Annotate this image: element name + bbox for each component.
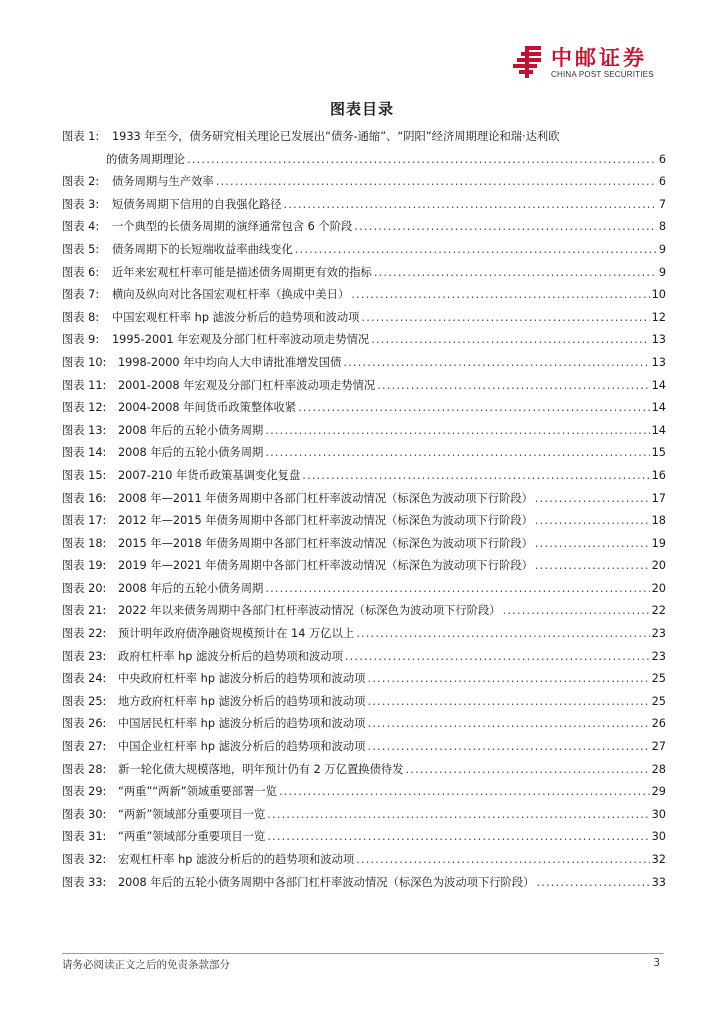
toc-entry-title: 2019 年—2021 年债务周期中各部门杠杆率波动情况（标深色为波动项下行阶段）	[118, 559, 533, 573]
toc-entry[interactable]	[62, 379, 666, 402]
toc-entry-page: 15	[651, 446, 666, 460]
toc-leader-dots	[265, 446, 649, 459]
toc-leader-dots	[367, 695, 649, 708]
toc-entry-title: 2008 年后的五轮小债务周期	[118, 446, 264, 460]
china-post-emblem-icon	[511, 44, 547, 80]
toc-entry-page: 17	[651, 491, 666, 505]
toc-entry-title: 2001-2008 年宏观及分部门杠杆率波动项走势情况	[118, 378, 376, 392]
toc-entry[interactable]	[62, 853, 666, 876]
toc-entry[interactable]	[62, 627, 666, 650]
toc-entry-title: 中国企业杠杆率 hp 滤波分析后的趋势项和波动项	[118, 740, 366, 754]
toc-entry-title: 新一轮化债大规模落地，明年预计仍有 2 万亿置换债待发	[118, 762, 404, 776]
toc-leader-dots	[354, 220, 657, 233]
toc-entry[interactable]	[62, 582, 666, 605]
toc-leader-dots	[267, 808, 649, 821]
logo-chinese-text: 中邮证券	[551, 46, 647, 70]
toc-entry-title: 短债务周期下信用的自我强化路径	[112, 197, 282, 211]
toc-entry[interactable]	[62, 537, 666, 560]
toc-entry[interactable]	[62, 469, 666, 492]
toc-entry[interactable]	[62, 559, 666, 582]
toc-entry-label: 图表 27:	[62, 740, 107, 754]
toc-entry-page: 9	[658, 242, 666, 256]
toc-entry-title: 政府杠杆率 hp 滤波分析后的趋势项和波动项	[118, 649, 343, 663]
toc-entry-label: 图表 7:	[62, 288, 100, 302]
toc-entry-label: 图表 13:	[62, 423, 107, 437]
toc-entry-label: 图表 1:	[62, 130, 100, 143]
toc-entry[interactable]	[62, 808, 666, 831]
toc-entry-title-continued: 的债务周期理论	[106, 152, 186, 166]
toc-entry-label: 图表 22:	[62, 627, 107, 641]
footer-page-number: 3	[653, 957, 660, 969]
toc-entry-title: 中央政府杠杆率 hp 滤波分析后的趋势项和波动项	[118, 672, 366, 686]
toc-entry-label: 图表 12:	[62, 401, 107, 415]
toc-leader-dots	[187, 153, 657, 166]
toc-entry[interactable]	[62, 785, 666, 808]
toc-entry[interactable]	[62, 604, 666, 627]
footer-divider	[62, 953, 664, 954]
toc-entry-page: 23	[651, 627, 666, 641]
toc-entry-page: 20	[651, 559, 666, 573]
toc-leader-dots	[265, 424, 649, 437]
toc-entry-title: “两重”“两新”领域重要部署一览	[118, 785, 277, 799]
toc-entry[interactable]	[62, 220, 666, 243]
toc-entry[interactable]	[62, 401, 666, 424]
toc-leader-dots	[406, 763, 650, 776]
toc-leader-dots	[343, 356, 649, 369]
toc-entry-page: 14	[651, 378, 666, 392]
toc-entry-label: 图表 15:	[62, 468, 107, 482]
toc-entry-title: 宏观杠杆率 hp 滤波分析后的的趋势项和波动项	[118, 853, 355, 866]
toc-entry-page: 7	[658, 197, 666, 211]
toc-entry-title: 近年来宏观杠杆率可能是描述债务周期更有效的指标	[112, 265, 372, 279]
toc-entry-page: 14	[651, 423, 666, 437]
toc-entry-page: 22	[651, 604, 666, 618]
toc-entry-label: 图表 24:	[62, 672, 107, 686]
toc-entry-page: 8	[658, 220, 666, 234]
toc-entry-page: 30	[651, 807, 666, 821]
toc-entry-page: 26	[651, 717, 666, 731]
toc-entry[interactable]	[62, 266, 666, 289]
toc-leader-dots	[535, 492, 650, 505]
toc-entry-title: “两新”领域部分重要项目一览	[118, 807, 266, 821]
toc-entry-title: 2008 年后的五轮小债务周期	[118, 423, 264, 437]
toc-entry[interactable]	[62, 717, 666, 740]
toc-entry[interactable]	[62, 695, 666, 718]
toc-entry-title: 2008 年—2011 年债务周期中各部门杠杆率波动情况（标深色为波动项下行阶段）	[118, 491, 533, 505]
toc-leader-dots	[535, 559, 650, 572]
toc-entry-label: 图表 19:	[62, 559, 107, 573]
toc-entry-label: 图表 33:	[62, 875, 107, 889]
toc-entry-title: 1933 年至今，债务研究相关理论已发展出“债务-通缩”、“阴阳”经济周期理论和瑞·达利欧	[112, 130, 560, 143]
toc-leader-dots	[356, 627, 649, 640]
toc-entry-page: 12	[651, 310, 666, 324]
toc-entry[interactable]	[62, 876, 666, 899]
toc-entry-title: 地方政府杠杆率 hp 滤波分析后的趋势项和波动项	[118, 694, 366, 708]
toc-leader-dots	[295, 243, 657, 256]
toc-leader-dots	[377, 379, 649, 392]
toc-entry-title: 一个典型的长债务周期的演绎通常包含 6 个阶段	[112, 220, 353, 234]
logo-english-text: CHINA POST SECURITIES	[551, 70, 654, 79]
toc-entry-label: 图表 21:	[62, 604, 107, 618]
toc-entry[interactable]	[62, 650, 666, 673]
toc-entry-title: 2022 年以来债务周期中各部门杠杆率波动情况（标深色为波动项下行阶段）	[118, 604, 501, 618]
toc-entry-label: 图表 18:	[62, 536, 107, 550]
toc-entry-title: 债务周期与生产效率	[112, 175, 214, 189]
toc-entry-title: 中国居民杠杆率 hp 滤波分析后的趋势项和波动项	[118, 717, 366, 731]
toc-entry[interactable]	[62, 175, 666, 198]
toc-entry-label: 图表 16:	[62, 491, 107, 505]
toc-entry-page: 28	[651, 762, 666, 776]
toc-entry[interactable]	[62, 243, 666, 266]
toc-entry[interactable]	[62, 492, 666, 515]
toc-leader-dots	[503, 604, 650, 617]
toc-entry-label: 图表 29:	[62, 785, 107, 799]
toc-leader-dots	[536, 876, 649, 889]
page-title: 图表目录	[329, 100, 394, 118]
toc-entry-page: 20	[651, 581, 666, 595]
toc-entry-label: 图表 2:	[62, 175, 100, 189]
toc-entry-page: 13	[651, 333, 666, 347]
toc-entry[interactable]	[62, 288, 666, 311]
toc-entry[interactable]	[62, 333, 666, 356]
toc-entry[interactable]	[62, 130, 666, 175]
toc-entry-page: 19	[651, 536, 666, 550]
toc-entry-title: “两重”领域部分重要项目一览	[118, 830, 266, 844]
toc-entry-label: 图表 10:	[62, 355, 107, 369]
toc-entry-title: 1998-2000 年中均向人大申请批准增发国债	[118, 355, 342, 369]
toc-entry-page: 10	[651, 288, 666, 302]
toc-entry-label: 图表 3:	[62, 197, 100, 211]
toc-entry-page: 25	[651, 694, 666, 708]
toc-entry-page: 14	[651, 401, 666, 415]
toc-entry-page: 30	[651, 830, 666, 844]
toc-entry-page: 6	[658, 175, 666, 189]
toc-entry-page: 6	[658, 152, 666, 166]
toc-entry[interactable]	[62, 830, 666, 853]
toc-entry-label: 图表 14:	[62, 446, 107, 460]
toc-entry-label: 图表 9:	[62, 333, 100, 347]
toc-leader-dots	[371, 333, 649, 346]
toc-leader-dots	[345, 650, 650, 663]
table-of-figures	[62, 130, 666, 898]
toc-entry[interactable]	[62, 311, 666, 334]
toc-entry[interactable]	[62, 356, 666, 379]
toc-leader-dots	[374, 266, 657, 279]
toc-entry-label: 图表 30:	[62, 807, 107, 821]
toc-entry-label: 图表 20:	[62, 581, 107, 595]
toc-entry-title: 债务周期下的长短端收益率曲线变化	[112, 242, 293, 256]
toc-leader-dots	[356, 853, 649, 866]
toc-entry-label: 图表 32:	[62, 853, 107, 866]
toc-entry-page: 23	[651, 649, 666, 663]
toc-entry-label: 图表 11:	[62, 378, 107, 392]
toc-entry-label: 图表 8:	[62, 310, 100, 324]
toc-entry-page: 9	[658, 265, 666, 279]
toc-leader-dots	[367, 740, 649, 753]
toc-leader-dots	[267, 830, 649, 843]
toc-leader-dots	[302, 469, 649, 482]
toc-entry-title: 2012 年—2015 年债务周期中各部门杠杆率波动情况（标深色为波动项下行阶段）	[118, 514, 533, 528]
toc-entry-title: 横向及纵向对比各国宏观杠杆率（换成中美日）	[112, 288, 350, 302]
toc-leader-dots	[279, 785, 650, 798]
toc-entry-label: 图表 25:	[62, 694, 107, 708]
toc-entry-label: 图表 28:	[62, 762, 107, 776]
toc-leader-dots	[535, 537, 650, 550]
toc-entry[interactable]	[62, 198, 666, 221]
toc-entry[interactable]	[62, 740, 666, 763]
toc-leader-dots	[283, 198, 656, 211]
toc-entry-page: 16	[651, 468, 666, 482]
brand-logo	[511, 44, 671, 82]
toc-entry[interactable]	[62, 446, 666, 469]
toc-entry[interactable]	[62, 672, 666, 695]
toc-entry-title: 2008 年后的五轮小债务周期中各部门杠杆率波动情况（标深色为波动项下行阶段）	[118, 875, 535, 889]
toc-entry-page: 29	[651, 785, 666, 799]
toc-entry-label: 图表 31:	[62, 830, 107, 844]
toc-entry-label: 图表 26:	[62, 717, 107, 731]
toc-leader-dots	[367, 717, 649, 730]
toc-leader-dots	[535, 514, 650, 527]
toc-entry[interactable]	[62, 514, 666, 537]
toc-leader-dots	[298, 401, 649, 414]
toc-entry-title: 2007-210 年货币政策基调变化复盘	[118, 468, 301, 482]
toc-entry[interactable]	[62, 763, 666, 786]
toc-entry-title: 预计明年政府债净融资规模预计在 14 万亿以上	[118, 627, 355, 641]
toc-entry-label: 图表 17:	[62, 514, 107, 528]
toc-entry-label: 图表 6:	[62, 265, 100, 279]
toc-leader-dots	[367, 672, 649, 685]
toc-entry-page: 27	[651, 740, 666, 754]
toc-entry-label: 图表 5:	[62, 242, 100, 256]
toc-leader-dots	[216, 175, 657, 188]
toc-entry-page: 25	[651, 672, 666, 686]
toc-entry-title: 2008 年后的五轮小债务周期	[118, 581, 264, 595]
toc-entry-label: 图表 23:	[62, 649, 107, 663]
toc-entry-page: 18	[651, 514, 666, 528]
toc-entry-page: 13	[651, 355, 666, 369]
toc-leader-dots	[361, 311, 649, 324]
footer-disclaimer: 请务必阅读正文之后的免责条款部分	[62, 959, 230, 971]
toc-entry-page: 32	[651, 853, 666, 866]
toc-entry-label: 图表 4:	[62, 220, 100, 234]
toc-leader-dots	[351, 288, 649, 301]
toc-entry-page: 33	[651, 875, 666, 889]
toc-entry-title: 中国宏观杠杆率 hp 滤波分析后的趋势项和波动项	[112, 310, 360, 324]
toc-entry[interactable]	[62, 424, 666, 447]
toc-entry-title: 2004-2008 年间货币政策整体收紧	[118, 401, 297, 415]
toc-entry-title: 1995-2001 年宏观及分部门杠杆率波动项走势情况	[112, 333, 370, 347]
toc-leader-dots	[265, 582, 649, 595]
toc-entry-title: 2015 年—2018 年债务周期中各部门杠杆率波动情况（标深色为波动项下行阶段）	[118, 536, 533, 550]
